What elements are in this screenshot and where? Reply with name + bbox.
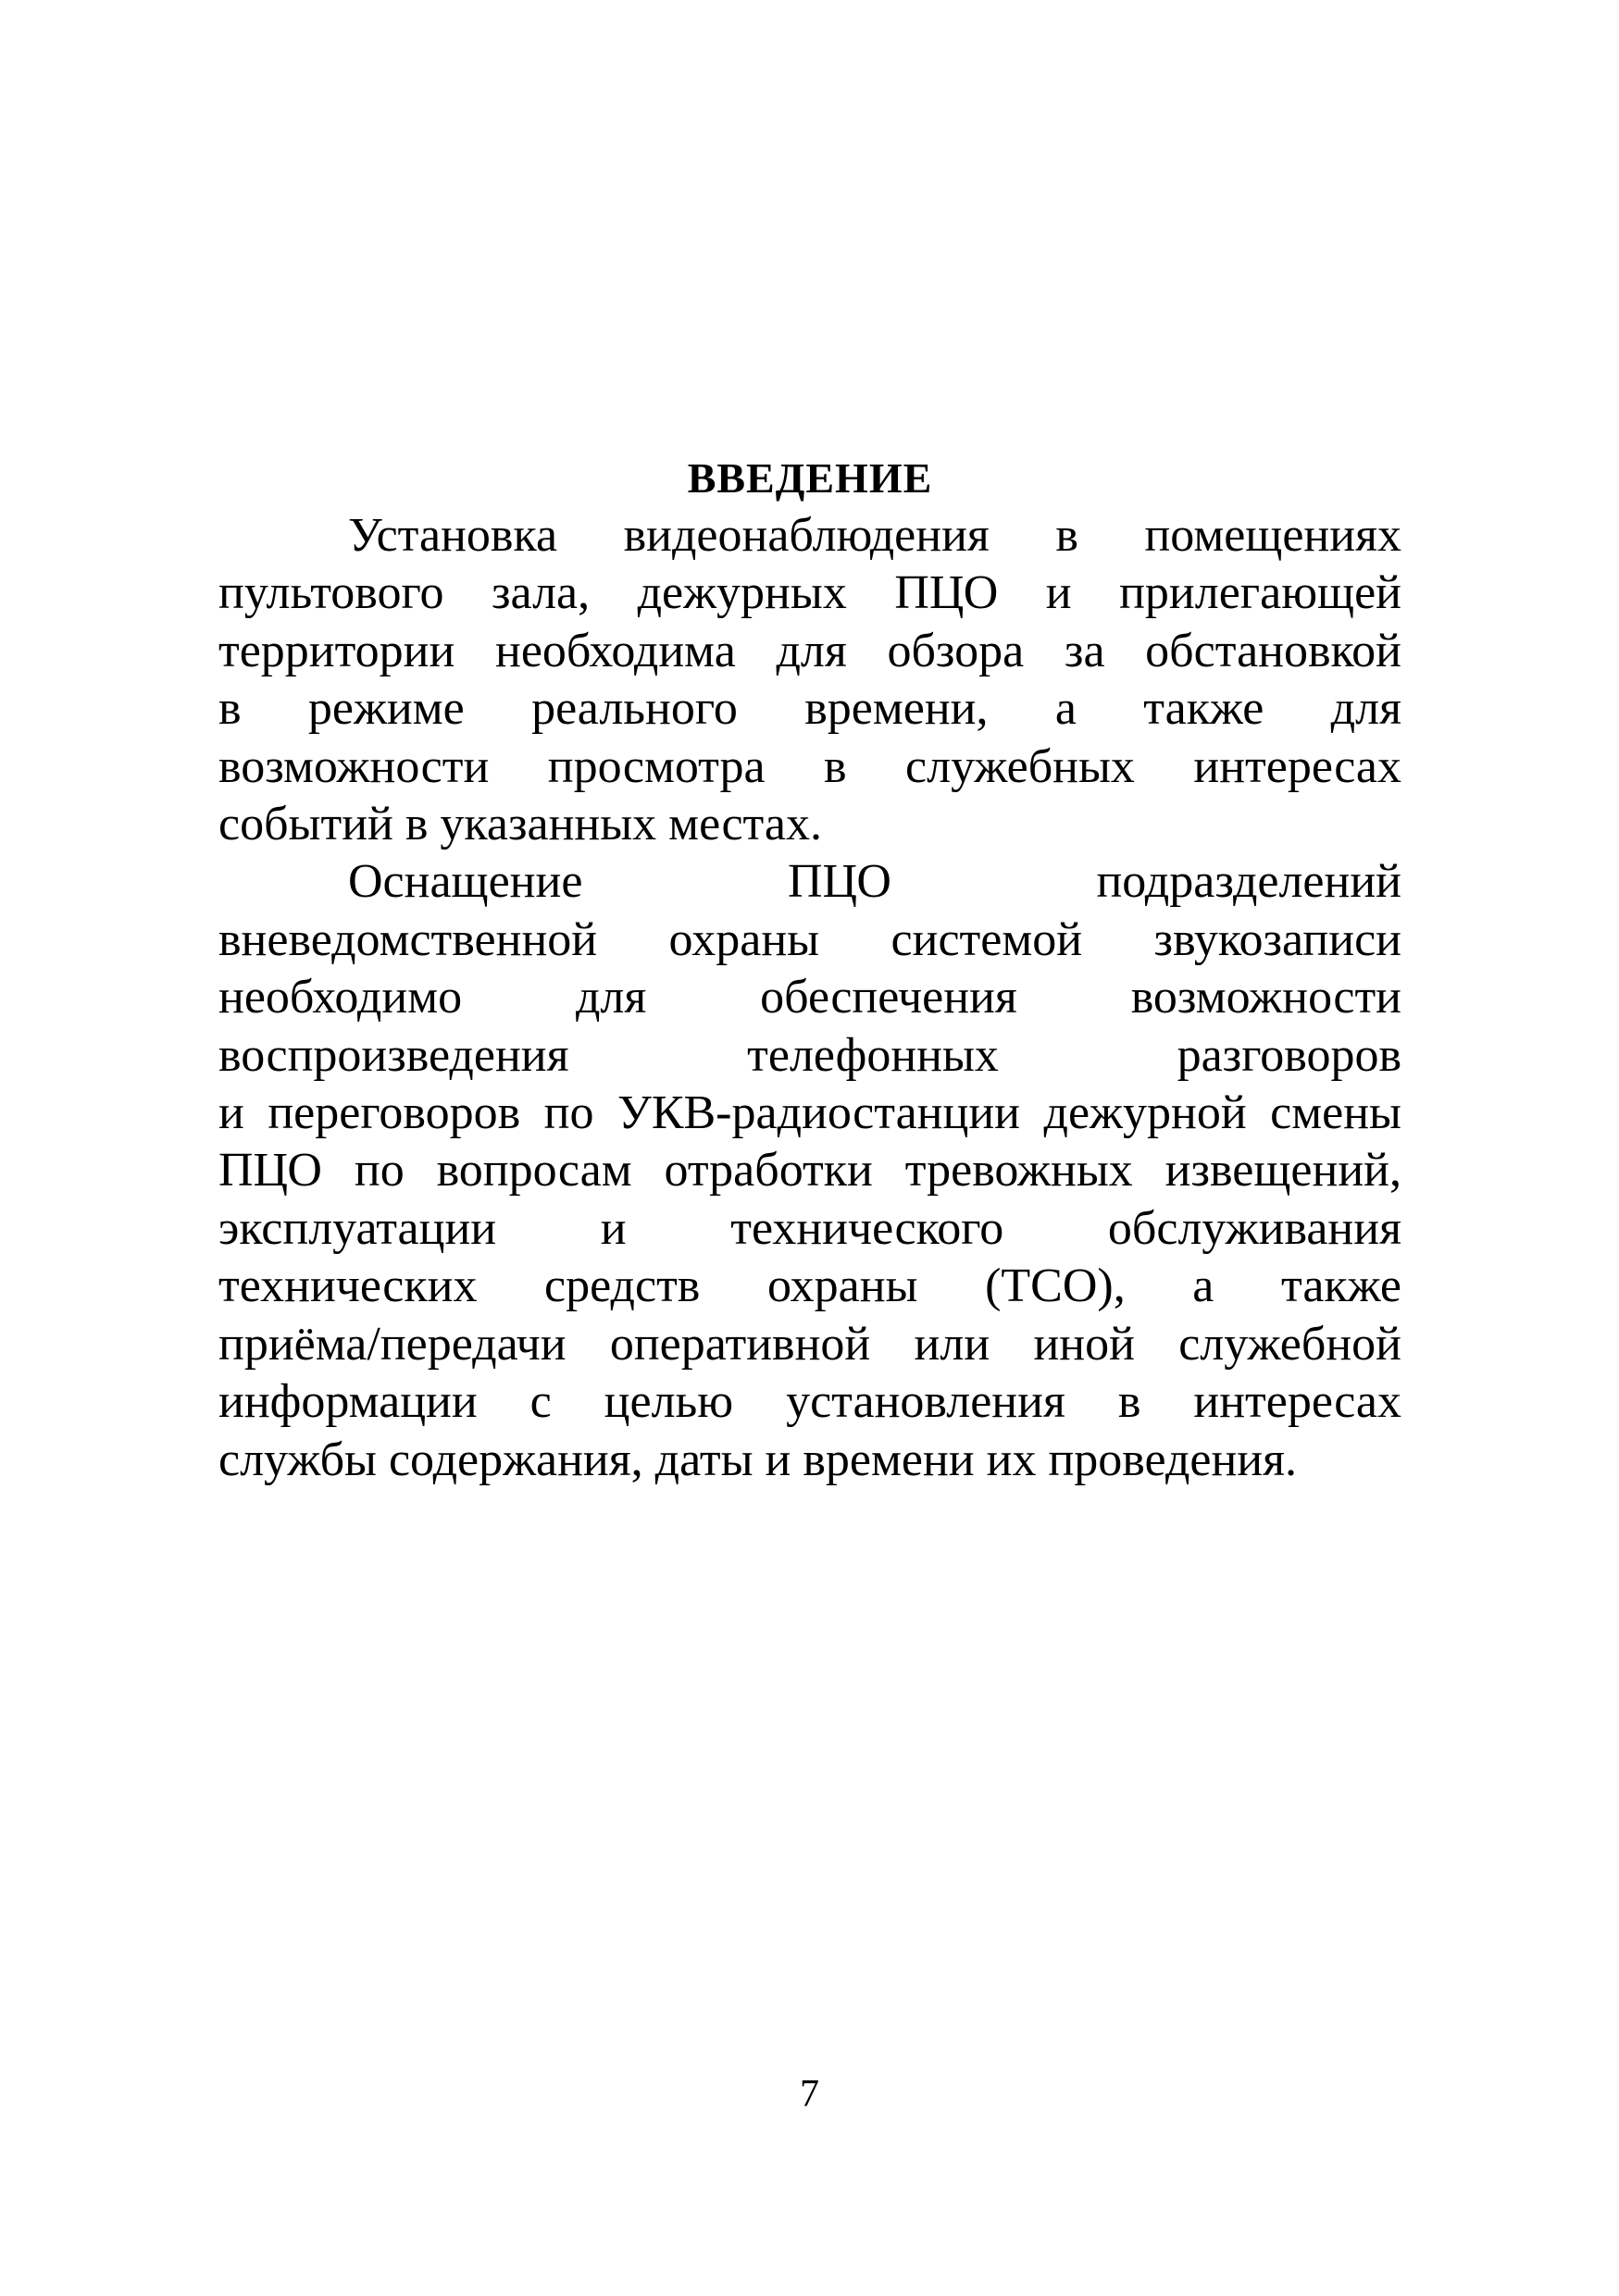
text-line: необходимо для обеспечения возможности xyxy=(218,971,1401,1024)
page-number: 7 xyxy=(800,2073,819,2116)
text-line: Оснащение ПЦО подразделений xyxy=(348,855,1401,909)
section-heading: ВВЕДЕНИЕ xyxy=(687,454,933,502)
text-line: вневедомственной охраны системой звукозаписи xyxy=(218,912,1401,966)
text-line: технических средств охраны (ТСО), а также xyxy=(218,1260,1401,1313)
text-line: и переговоров по УКВ-радиостанции дежурной смены xyxy=(218,1086,1401,1140)
paragraph-1 xyxy=(218,507,1401,853)
paragraph-2 xyxy=(218,853,1401,1488)
text-line: информации с целью установления в интересах xyxy=(218,1375,1401,1429)
text-line: возможности просмотра в служебных интересах xyxy=(218,739,1401,793)
text-line: службы содержания, даты и времени их проведения. xyxy=(218,1433,1298,1486)
text-line: Установка видеонаблюдения в помещениях xyxy=(348,509,1401,562)
text-line: событий в указанных местах. xyxy=(218,798,822,851)
document-body xyxy=(218,450,1401,1489)
text-line: территории необходима для обзора за обстановкой xyxy=(218,624,1401,677)
text-line: воспроизведения телефонных разговоров xyxy=(218,1028,1401,1082)
text-line: приёма/передачи оперативной или иной служебной xyxy=(218,1317,1401,1371)
text-line: пультового зала, дежурных ПЦО и прилегающей xyxy=(218,566,1401,620)
text-line: ПЦО по вопросам отработки тревожных извещений, xyxy=(218,1144,1401,1198)
text-line: эксплуатации и технического обслуживания xyxy=(218,1201,1401,1255)
text-line: в режиме реального времени, а также для xyxy=(218,682,1401,736)
